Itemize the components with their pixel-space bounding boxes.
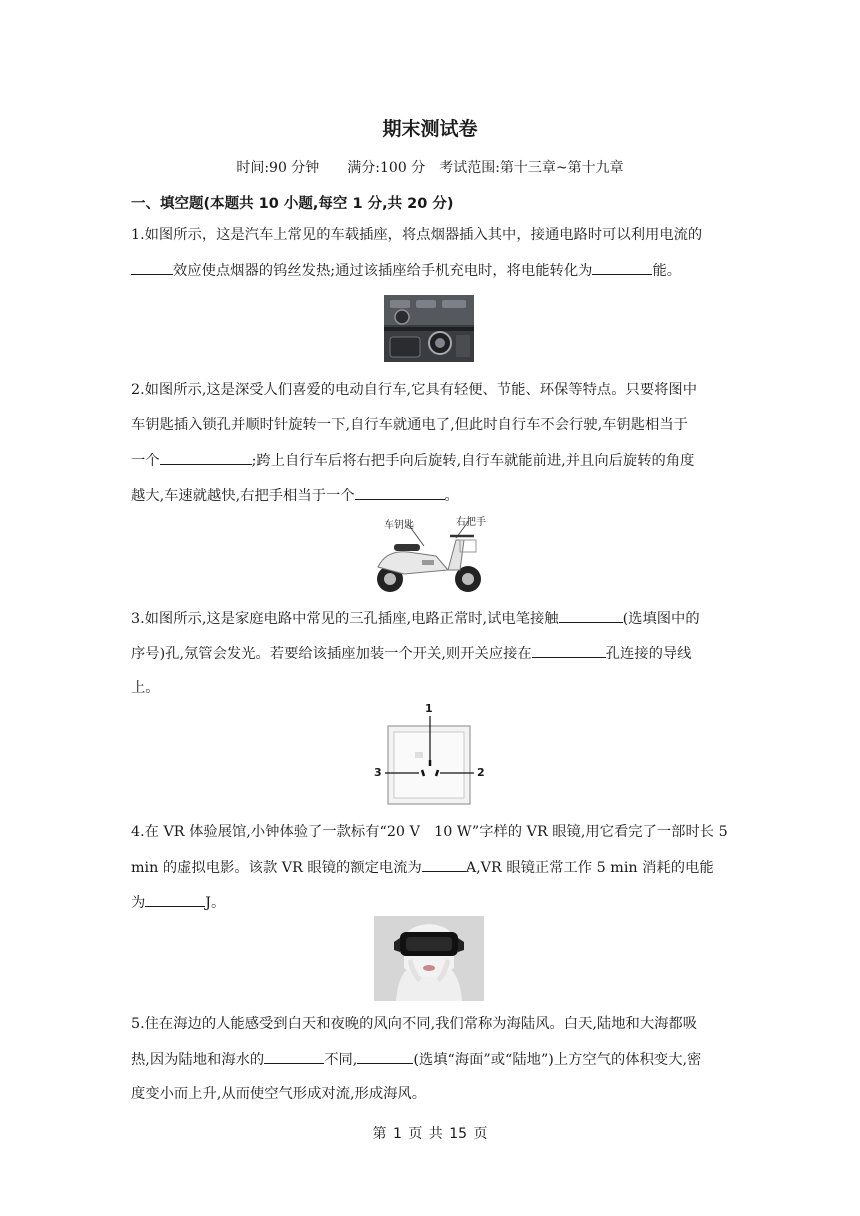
q1-text-2b: 能。 [652,263,682,279]
car-socket-figure [384,295,474,362]
q2-text-4b: 。 [444,488,459,504]
e-bike-figure [364,512,504,596]
vr-headset-figure [374,916,484,1001]
q4-text-2a: min 的虚拟电影。该款 VR 眼镜的额定电流为 [131,860,422,876]
section-heading: 一、填空题(本题共 10 小题,每空 1 分,共 20 分) [131,196,454,212]
socket-label-1: 1 [425,702,433,715]
q2-text-3a: 一个 [131,453,160,469]
answer-blank[interactable] [355,485,445,500]
q5-text-2a: 热,因为陆地和海水的 [131,1052,265,1068]
q3-text-2a: 序号)孔,氖管会发光。若要给该插座加装一个开关,则开关应接在 [131,646,532,662]
q4-line-2 [131,857,714,878]
socket-label-3: 3 [374,766,382,779]
answer-blank[interactable] [131,260,173,275]
footer-text: 页 [473,1126,488,1142]
answer-blank[interactable] [160,450,252,465]
q3-line-2 [131,643,691,664]
q4-line-1: 4.在 VR 体验展馆,小钟体验了一款标有“20 V 10 W”字样的 VR 眼镜,用它看完了一部时长 5 [131,824,728,840]
q3-line-1 [131,608,700,629]
q1-line-2 [131,260,681,281]
footer-text: 第 [372,1126,387,1142]
answer-blank[interactable] [592,260,652,275]
q3-line-3: 上。 [131,680,160,696]
q2-line-4 [131,485,459,506]
footer-total-pages: 15 [449,1126,468,1142]
q5-line-2 [131,1049,701,1070]
q2-line-2: 车钥匙插入锁孔并顺时针旋转一下,自行车就通电了,但此时自行车不会行驶,车钥匙相当于 [131,417,688,433]
q2-text-4a: 越大,车速就越快,右把手相当于一个 [131,488,355,504]
q5-text-2c: (选填“海面”或“陆地”)上方空气的体积变大,密 [413,1052,702,1068]
q4-text-3b: J。 [205,895,226,911]
q1-line-1: 1.如图所示，这是汽车上常见的车载插座，将点烟器插入其中，接通电路时可以利用电流的 [131,227,703,243]
q5-line-3: 度变小而上升,从而使空气形成对流,形成海风。 [131,1086,427,1102]
answer-blank[interactable] [357,1049,413,1064]
socket-label-2: 2 [477,766,485,779]
q1-text-2a: 效应使点烟器的钨丝发热;通过该插座给手机充电时，将电能转化为 [173,263,593,279]
page-title: 期末测试卷 [382,118,478,140]
label-right-handle: 右把手 [456,517,486,528]
q3-text-2b: 孔连接的导线 [605,646,692,662]
answer-blank[interactable] [145,892,205,907]
answer-blank[interactable] [532,643,606,658]
page-footer [0,1123,860,1143]
answer-blank[interactable] [422,857,466,872]
three-hole-socket-figure [373,704,488,806]
q4-text-2b: A,VR 眼镜正常工作 5 min 消耗的电能 [465,860,714,876]
exam-meta: 时间:90 分钟 满分:100 分 考试范围:第十三章~第十九章 [236,160,624,176]
q2-text-3b: ;跨上自行车后将右把手向后旋转,自行车就能前进,并且向后旋转的角度 [251,453,695,469]
q2-line-3 [131,450,694,471]
q5-line-1: 5.住在海边的人能感受到白天和夜晚的风向不同,我们常称为海陆风。白天,陆地和大海都吸 [131,1016,698,1032]
footer-text: 共 [428,1126,443,1142]
footer-text: 页 [408,1126,423,1142]
q5-text-2b: 不同, [324,1052,358,1068]
socket-icon [373,704,488,806]
q4-line-3 [131,892,225,913]
q2-line-1: 2.如图所示,这是深受人们喜爱的电动自行车,它具有轻便、节能、环保等特点。只要将图中 [131,382,698,398]
q3-text-1b: (选填图中的 [622,611,700,627]
footer-page-number: 1 [392,1126,402,1142]
q3-text-1a: 3.如图所示,这是家庭电路中常见的三孔插座,电路正常时,试电笔接触 [131,611,559,627]
answer-blank[interactable] [264,1049,324,1064]
label-car-key: 车钥匙 [384,520,414,531]
answer-blank[interactable] [559,608,623,623]
q4-text-3a: 为 [131,895,146,911]
